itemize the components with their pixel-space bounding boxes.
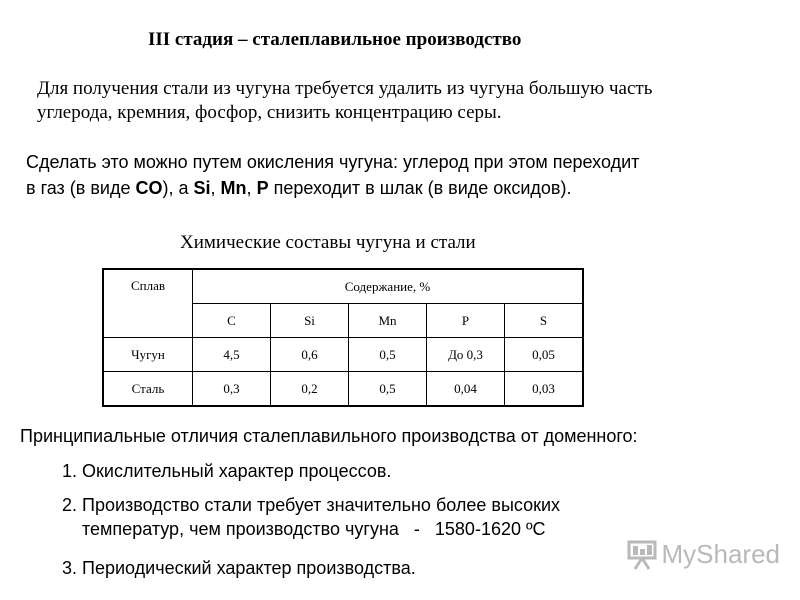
table-cell: 0,6 [271,338,349,372]
text-fragment: , [246,178,257,198]
list-item: 3. Периодический характер производства. [62,558,416,578]
oxidation-line-1: Сделать это можно путем окисления чугуна: углерод при этом переходит [26,152,640,172]
formula-si: Si [193,178,211,198]
element-header: Si [271,304,349,338]
text-fragment: ), а [162,178,194,198]
row-name: Сталь [103,372,193,407]
intro-line-2: углерода, кремния, фосфор, снизить концентрацию серы. [37,102,502,123]
text-fragment: в газ (в виде [26,178,136,198]
table-cell: 0,05 [505,338,584,372]
element-header: C [193,304,271,338]
table-cell: 4,5 [193,338,271,372]
intro-line-1: Для получения стали из чугуна требуется удалить из чугуна большую часть [37,78,653,99]
projector-screen-icon [626,540,658,570]
table-header-row [103,269,583,304]
formula-mn: Mn [220,178,247,198]
table-cell: 0,04 [427,372,505,407]
formula-co: CO [135,178,163,198]
element-header: Mn [349,304,427,338]
list-item [62,493,560,541]
text-fragment: переходит в шлак (в виде оксидов). [268,178,572,198]
table-caption: Химические составы чугуна и стали [180,232,476,253]
composition-table [102,268,584,407]
intro-paragraph [37,77,652,125]
oxidation-line-2 [26,175,639,201]
watermark-text: MyShared [661,539,780,569]
table-row [103,372,583,407]
element-header: S [505,304,584,338]
list-item-line: 2. Производство стали требует значительно более высоких [62,495,561,515]
text-fragment: , [210,178,221,198]
row-name: Чугун [103,338,193,372]
table-cell: 0,03 [505,372,584,407]
table-cell: 0,5 [349,338,427,372]
list-item-line: температур, чем производство чугуна - 1580-1620 ºС [62,519,546,539]
header-alloy: Сплав [103,269,193,338]
header-content: Содержание, % [193,269,584,304]
oxidation-paragraph [26,149,639,201]
formula-p: P [256,178,269,198]
differences-heading: Принципиальные отличия сталеплавильного производства от доменного: [20,426,638,446]
table-cell: 0,5 [349,372,427,407]
table-cell: До 0,3 [427,338,505,372]
table-row [103,338,583,372]
table-cell: 0,2 [271,372,349,407]
watermark [626,539,781,570]
element-header: P [427,304,505,338]
table-cell: 0,3 [193,372,271,407]
list-item: 1. Окислительный характер процессов. [62,461,392,481]
page-title: III стадия – сталеплавильное производство [148,29,522,50]
